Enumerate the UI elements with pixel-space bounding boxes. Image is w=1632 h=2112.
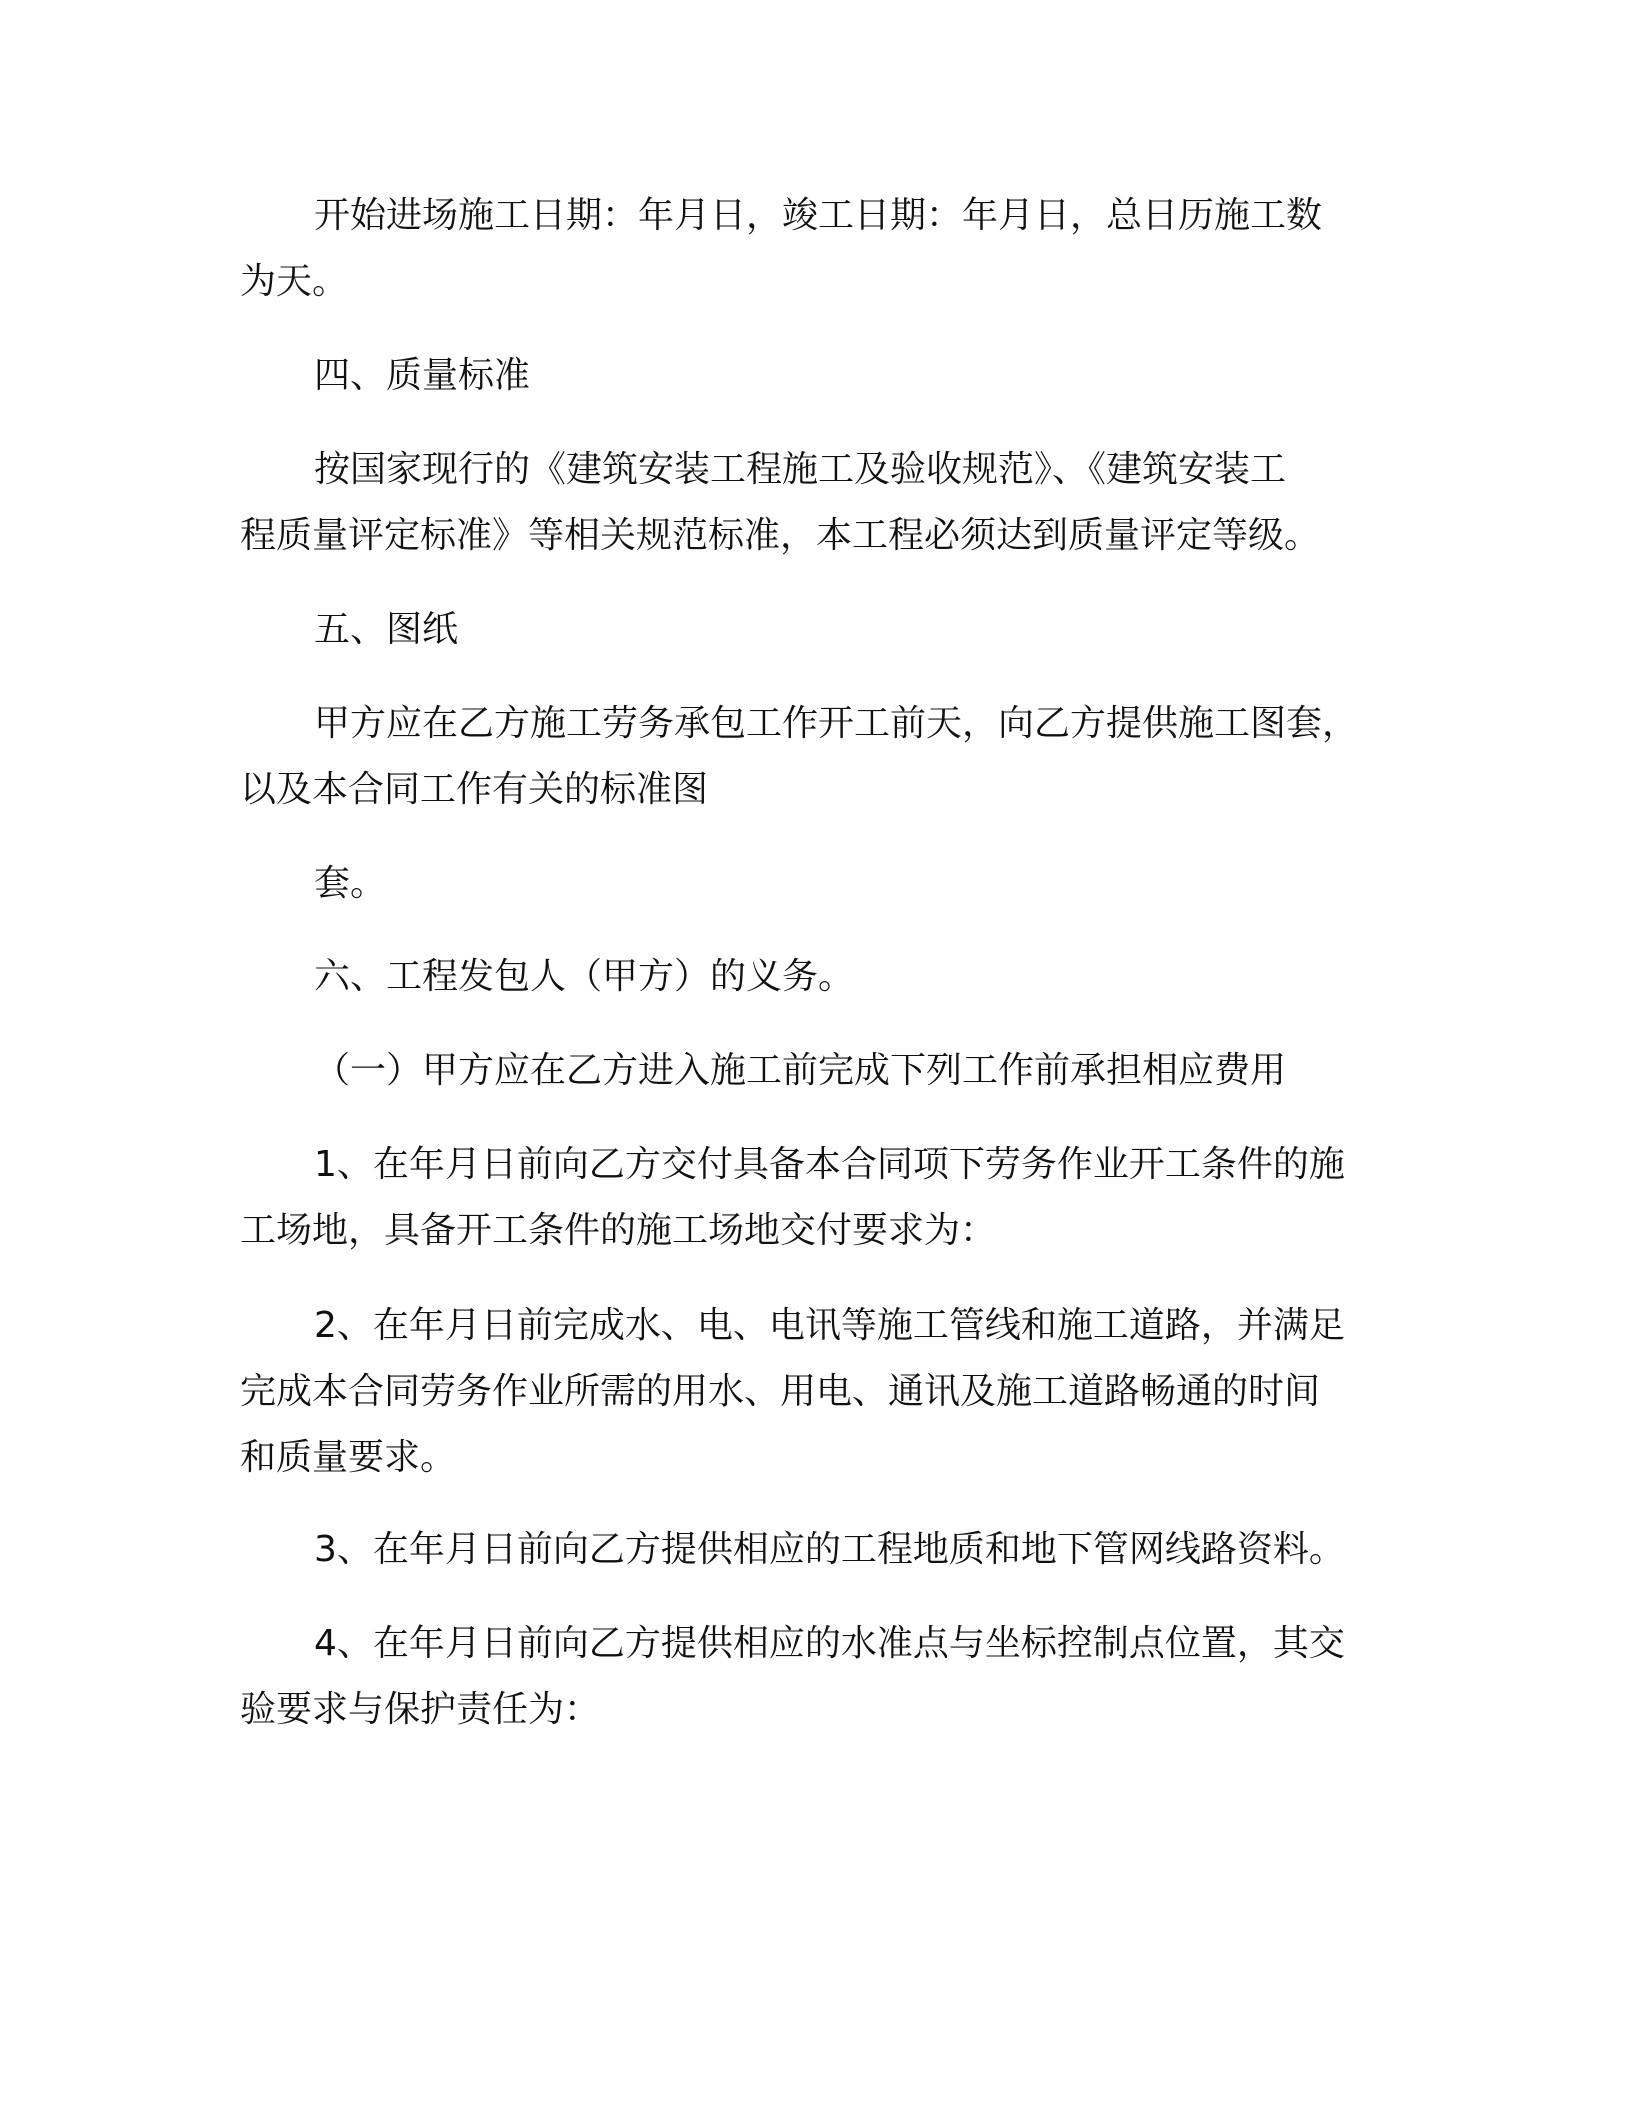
paragraph-line: 开始进场施工日期：年月日，竣工日期：年月日，总日历施工数 [314,195,1323,236]
section-heading: 六、工程发包人（甲方）的义务。 [314,956,855,997]
list-item-2 [240,1293,1390,1491]
paragraph-line: 按国家现行的《建筑安装工程施工及验收规范》、《建筑安装工 [314,449,1287,490]
list-item-3 [240,1517,1390,1583]
paragraph-start-date [240,183,1390,315]
paragraph-line: 以及本合同工作有关的标准图 [240,769,709,810]
paragraph-line: 验要求与保护责任为： [240,1689,601,1730]
paragraph-line: 2、在年月日前完成水、电、电讯等施工管线和施工道路，并满足 [314,1305,1345,1346]
section-heading: 四、质量标准 [314,355,531,396]
paragraph-line: 1、在年月日前向乙方交付具备本合同项下劳务作业开工条件的施 [314,1144,1345,1185]
paragraph-line: 4、在年月日前向乙方提供相应的水准点与坐标控制点位置，其交 [314,1623,1345,1664]
paragraph-line: 工场地，具备开工条件的施工场地交付要求为： [240,1210,997,1251]
list-item-1 [240,1132,1390,1264]
paragraph-line: 完成本合同劳务作业所需的用水、用电、通讯及施工道路畅通的时间 [240,1371,1321,1412]
subsection-heading: （一）甲方应在乙方进入施工前完成下列工作前承担相应费用 [314,1050,1287,1091]
subheading-pre-construction [240,1038,1390,1104]
paragraph-line: 套。 [314,863,387,904]
paragraph-line: 和质量要求。 [240,1437,457,1478]
paragraph-line: 程质量评定标准》等相关规范标准，本工程必须达到质量评定等级。 [240,515,1321,556]
heading-quality-standard [240,343,1390,409]
paragraph-line: 甲方应在乙方施工劳务承包工作开工前天，向乙方提供施工图套， [314,703,1359,744]
paragraph-quality-spec [240,437,1390,569]
paragraph-line: 为天。 [240,261,349,302]
paragraph-line: 3、在年月日前向乙方提供相应的工程地质和地下管网线路资料。 [314,1529,1345,1570]
paragraph-set [240,851,1390,917]
section-heading: 五、图纸 [314,609,459,650]
paragraph-drawings [240,691,1390,823]
list-item-4 [240,1611,1390,1743]
heading-employer-obligations [240,944,1390,1010]
heading-drawings [240,597,1390,663]
